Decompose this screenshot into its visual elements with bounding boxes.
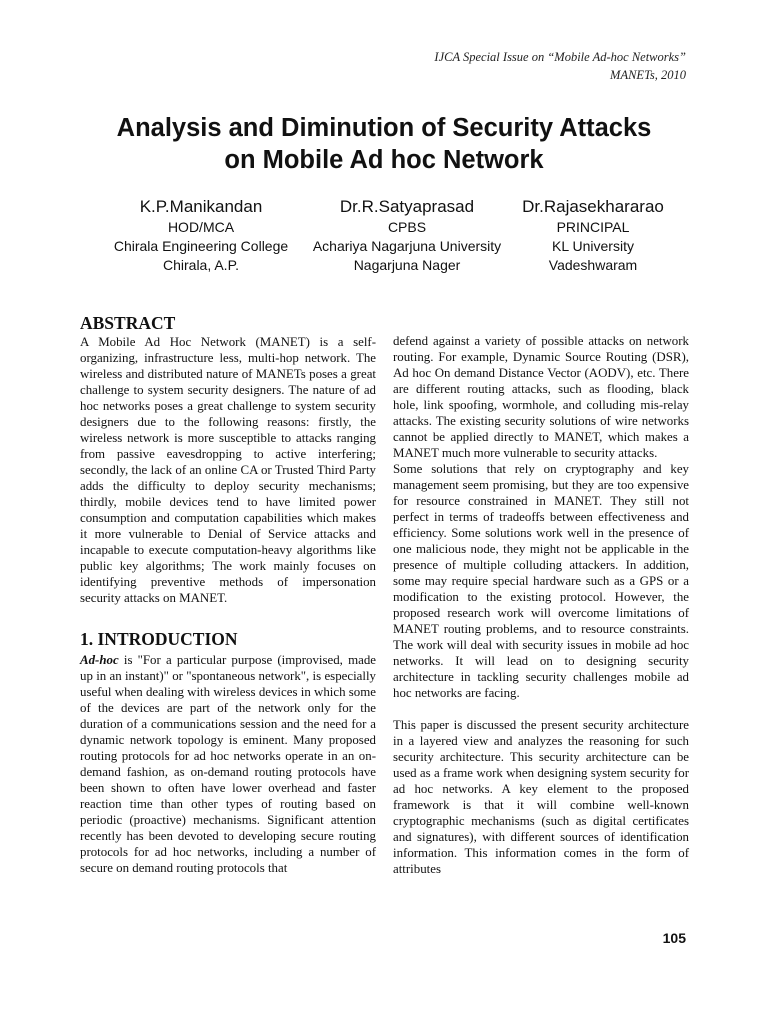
right-paragraph-2: Some solutions that rely on cryptography and key management seem promising, but they are too expensive for resource constrained in MANET. They still not perfect in terms of tradeoffs between effectiveness and efficiency. Some solutions work well in the presence of one malicious node, they might not be applicable in the presence of multiple colluding attackers. In addition, some may require special hardware such as a GPS or a modification to the existing protocol. However, the proposed research work will overcome limitations of MANET routing problems, and to resource constraints. The work will deal with security issues in mobile ad hoc networks. It will lead on to designing security architecture in tackling security challenges mobile ad hoc networks are facing. (393, 462, 689, 700)
author-role: HOD/MCA (167, 219, 235, 235)
author-location: Chirala, A.P. (162, 257, 239, 273)
author-name: Dr.R.Satyaprasad (339, 197, 475, 216)
author-role: PRINCIPAL (556, 219, 630, 235)
author-name: Dr.Rajasekhararao (522, 197, 664, 216)
author-institution: Chirala Engineering College (113, 238, 289, 254)
introduction-paragraph (80, 652, 376, 876)
introduction-text: is "For a particular purpose (improvised, made up in an instant)" or "spontaneous network", is especially useful when dealing with wireless devices in which some of the devices are part of the network only for the duration of a communications session and the need for a dynamic network topology is eminent. Many proposed routing protocols for ad hoc networks operate in an on-demand fashion, as on-demand routing protocols have been shown to often have lower overhead and faster reaction time than other types of routing based on periodic (proactive) mechanisms. Significant attention recently has been devoted to developing secure routing protocols for ad hoc networks, including a number of secure on demand routing protocols that (80, 653, 376, 875)
running-head-line-1: IJCA Special Issue on “Mobile Ad-hoc Networks” (434, 50, 686, 64)
author-1 (100, 196, 302, 275)
running-head-line-2: MANETs, 2010 (610, 68, 686, 82)
author-institution: KL University (552, 238, 634, 254)
author-role: CPBS (387, 219, 427, 235)
author-3 (500, 196, 686, 275)
author-institution: Achariya Nagarjuna University (312, 238, 502, 254)
paper-title-line-1: Analysis and Diminution of Security Attacks (116, 114, 652, 142)
left-column (80, 312, 376, 876)
introduction-heading: 1. INTRODUCTION (80, 629, 238, 649)
abstract-text: A Mobile Ad Hoc Network (MANET) is a self-organizing, infrastructure less, multi-hop network. The wireless and distributed nature of MANETs poses a great challenge to system security designers. The nature of ad hoc networks poses a great challenge to system security designers due to the following reasons: firstly, the wireless network is more susceptible to attacks ranging from passive eavesdropping to active interfering; secondly, the lack of an online CA or Trusted Third Party adds the difficulty to deploy security mechanisms; thirdly, mobile devices tend to have limited power consumption and computation capabilities which makes it more vulnerable to Denial of Service attacks and incapable to execute computation-heavy algorithms like public key algorithms; The work mainly focuses on identifying preventive methods of impersonation security attacks on MANET. (80, 335, 376, 605)
author-name: K.P.Manikandan (139, 197, 263, 216)
paper-title (40, 112, 728, 176)
running-head (434, 48, 686, 84)
right-column (393, 333, 689, 877)
author-location: Vadeshwaram (548, 257, 638, 273)
page-number: 105 (662, 930, 686, 946)
paper-title-line-2: on Mobile Ad hoc Network (224, 146, 544, 174)
author-2 (300, 196, 514, 275)
author-location: Nagarjuna Nager (353, 257, 461, 273)
abstract-heading: ABSTRACT (80, 313, 176, 333)
right-paragraph-1: defend against a variety of possible attacks on network routing. For example, Dynamic Source Routing (DSR), Ad hoc On demand Distance Vector (AODV), etc. There are different routing attacks, such as flooding, black hole, link spoofing, wormhole, and colluding mis-relay attacks. The existing security solutions of wire networks cannot be applied directly to MANET, which makes a MANET much more vulnerable to security attacks. (393, 334, 689, 460)
adhoc-term: Ad-hoc (80, 653, 119, 667)
right-paragraph-3: This paper is discussed the present security architecture in a layered view and analyzes the reasoning for such security architecture. This security architecture can be used as a frame work when designing system security for ad hoc networks. A key element to the proposed framework is that it will combine well-known cryptographic mechanisms (such as digital certificates and signatures), with different sources of identification information. This information comes in the form of attributes (393, 718, 689, 876)
